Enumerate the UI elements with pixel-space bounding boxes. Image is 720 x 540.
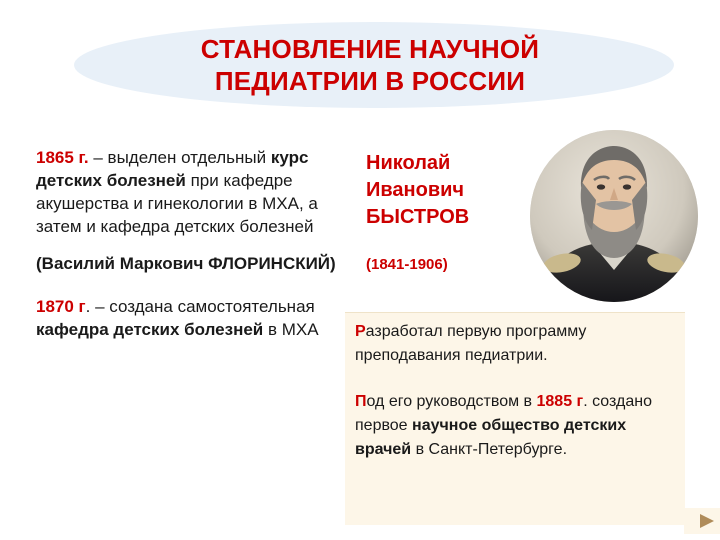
person-name-line-3: БЫСТРОВ — [366, 206, 470, 228]
paragraph-1870 — [36, 295, 346, 341]
right-paragraph-2-text-1: од его руководством в — [366, 393, 537, 410]
year-1865: 1865 г. — [36, 148, 89, 167]
person-life-years: (1841-1906) — [366, 256, 448, 273]
paragraph-1865-text-2: при кафедре акушерства и гинекологии в МХА, а затем и кафедра детских болезней — [36, 171, 318, 236]
page-title-line-2: ПЕДИАТРИИ В РОССИИ — [214, 66, 526, 96]
right-paragraph-1 — [355, 320, 680, 368]
next-slide-arrow-icon[interactable] — [700, 514, 714, 528]
right-paragraph-2-capital: П — [355, 393, 367, 410]
page-title — [60, 33, 680, 97]
portrait-illustration — [530, 130, 698, 302]
left-text-column — [36, 146, 346, 343]
right-paragraph-2-text-3: создано первое — [355, 393, 652, 434]
right-paragraph-1-capital: Р — [355, 323, 366, 340]
person-name — [366, 150, 541, 231]
paragraph-1870-text-2: в МХА — [263, 320, 319, 339]
page-title-line-1: СТАНОВЛЕНИЕ НАУЧНОЙ — [200, 34, 540, 64]
paragraph-1870-bold-1: кафедра детских болезней — [36, 320, 264, 339]
right-paragraph-2-text-4: в Санкт-Петербурге. — [411, 441, 568, 458]
right-text-column — [355, 320, 680, 462]
right-paragraph-1-text: азработал первую программу преподавания педиатрии. — [355, 323, 587, 364]
year-1870: 1870 г — [36, 297, 86, 316]
portrait-image — [530, 130, 698, 302]
right-paragraph-2-text-2: . — [583, 393, 588, 410]
right-paragraph-2-bold: научное общество детских врачей — [355, 417, 627, 458]
person-name-line-2: Иванович — [366, 179, 465, 201]
year-1885: 1885 г — [536, 393, 584, 410]
paragraph-1870-text-1: . – создана самостоятельная — [85, 297, 315, 316]
florinsky-name: (Василий Маркович ФЛОРИНСКИЙ) — [36, 254, 336, 273]
paragraph-1865 — [36, 146, 346, 238]
paragraph-1865-text-1: – выделен отдельный — [88, 148, 271, 167]
person-name-line-1: Николай — [366, 152, 451, 174]
paragraph-1865-bold-1: курс детских болезней — [36, 148, 309, 190]
paragraph-florinsky — [36, 252, 346, 275]
right-paragraph-2 — [355, 390, 680, 462]
